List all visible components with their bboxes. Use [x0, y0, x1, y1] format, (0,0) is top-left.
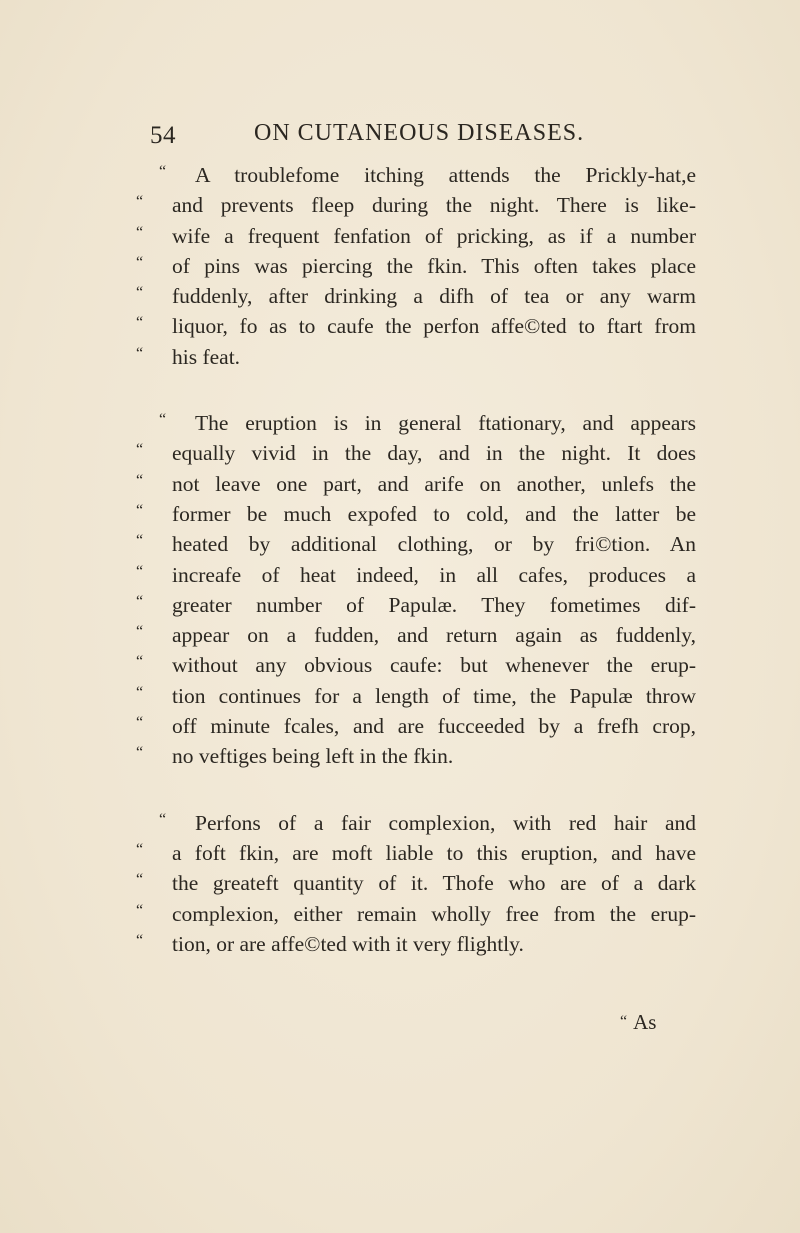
line-text: tion, or are affe©ted with it very flightly. — [172, 931, 524, 956]
line-text: tion continues for a length of time, the Papulæ throw — [172, 683, 696, 708]
text-line — [136, 499, 696, 529]
quote-mark: “ — [136, 532, 144, 550]
quote-mark: “ — [136, 653, 144, 671]
running-head: ON CUTANEOUS DISEASES. — [254, 120, 585, 146]
text-line — [136, 650, 696, 680]
quote-mark: “ — [136, 931, 144, 949]
text-line — [136, 929, 696, 959]
line-text: former be much expofed to cold, and the latter be — [172, 501, 696, 526]
quote-mark: “ — [159, 411, 167, 429]
text-line — [136, 160, 696, 190]
line-text: heated by additional clothing, or by fri©tion. An — [172, 532, 696, 557]
text-line — [136, 681, 696, 711]
line-text: no veftiges being left in the fkin. — [172, 744, 454, 769]
paragraph — [136, 160, 696, 372]
quote-mark: “ — [136, 441, 144, 459]
line-text: the greateft quantity of it. Thofe who are of a dark — [172, 871, 696, 896]
text-line — [136, 711, 696, 741]
quote-mark: “ — [136, 871, 144, 889]
text-line — [136, 808, 696, 838]
line-text: of pins was piercing the fkin. This often takes place — [172, 253, 696, 278]
text-line — [136, 560, 696, 590]
line-text: greater number of Papulæ. They fometimes dif- — [172, 592, 696, 617]
catchword-quote: “ — [620, 1013, 628, 1030]
quote-mark: “ — [136, 314, 144, 332]
quote-mark: “ — [136, 562, 144, 580]
line-text: fuddenly, after drinking a difh of tea or any warm — [172, 284, 696, 309]
page-header — [150, 118, 670, 152]
quote-mark: “ — [136, 223, 144, 241]
line-text: liquor, fo as to caufe the perfon affe©ted to ftart from — [172, 314, 696, 339]
text-line — [136, 342, 696, 372]
line-text: without any obvious caufe: but whenever the erup- — [172, 653, 696, 678]
text-line — [136, 741, 696, 771]
line-text: equally vivid in the day, and in the night. It does — [172, 441, 696, 466]
text-line — [136, 281, 696, 311]
line-text: The eruption is in general ftationary, and appears — [195, 411, 696, 436]
catchword — [620, 1010, 656, 1035]
page-number: 54 — [150, 122, 176, 149]
catchword-text: As — [633, 1010, 657, 1034]
quote-mark: “ — [159, 810, 167, 828]
quote-mark: “ — [136, 840, 144, 858]
text-line — [136, 251, 696, 281]
line-text: off minute fcales, and are fucceeded by a frefh crop, — [172, 714, 696, 739]
quote-mark: “ — [136, 901, 144, 919]
text-line — [136, 408, 696, 438]
quote-mark: “ — [136, 501, 144, 519]
quote-mark: “ — [136, 253, 144, 271]
quote-mark: “ — [136, 683, 144, 701]
line-text: complexion, either remain wholly free from the erup- — [172, 901, 696, 926]
quote-mark: “ — [136, 714, 144, 732]
text-line — [136, 469, 696, 499]
quote-mark: “ — [136, 744, 144, 762]
quote-mark: “ — [136, 284, 144, 302]
line-text: and prevents fleep during the night. There is like- — [172, 193, 696, 218]
text-line — [136, 311, 696, 341]
text-line — [136, 590, 696, 620]
line-text: a foft fkin, are moft liable to this eruption, and have — [172, 840, 696, 865]
paragraph — [136, 808, 696, 959]
quote-mark: “ — [136, 344, 144, 362]
body-text — [136, 160, 696, 995]
line-text: his feat. — [172, 344, 241, 369]
line-text: appear on a fudden, and return again as fuddenly, — [172, 623, 696, 648]
line-text: A troublefome itching attends the Prickly-hat,e — [195, 163, 696, 187]
line-text: Perfons of a fair complexion, with red hair and — [195, 810, 696, 835]
quote-mark: “ — [136, 623, 144, 641]
text-line — [136, 529, 696, 559]
quote-mark: “ — [136, 193, 144, 211]
quote-mark: “ — [136, 471, 144, 489]
text-line — [136, 438, 696, 468]
text-line — [136, 620, 696, 650]
line-text: increafe of heat indeed, in all cafes, produces a — [172, 562, 696, 587]
paragraph — [136, 408, 696, 772]
text-line — [136, 221, 696, 251]
line-text: not leave one part, and arife on another, unlefs the — [172, 471, 696, 496]
text-line — [136, 899, 696, 929]
quote-mark: “ — [159, 163, 167, 180]
text-line — [136, 838, 696, 868]
text-line — [136, 190, 696, 220]
text-line — [136, 868, 696, 898]
line-text: wife a frequent fenfation of pricking, as if a number — [172, 223, 696, 248]
quote-mark: “ — [136, 592, 144, 610]
